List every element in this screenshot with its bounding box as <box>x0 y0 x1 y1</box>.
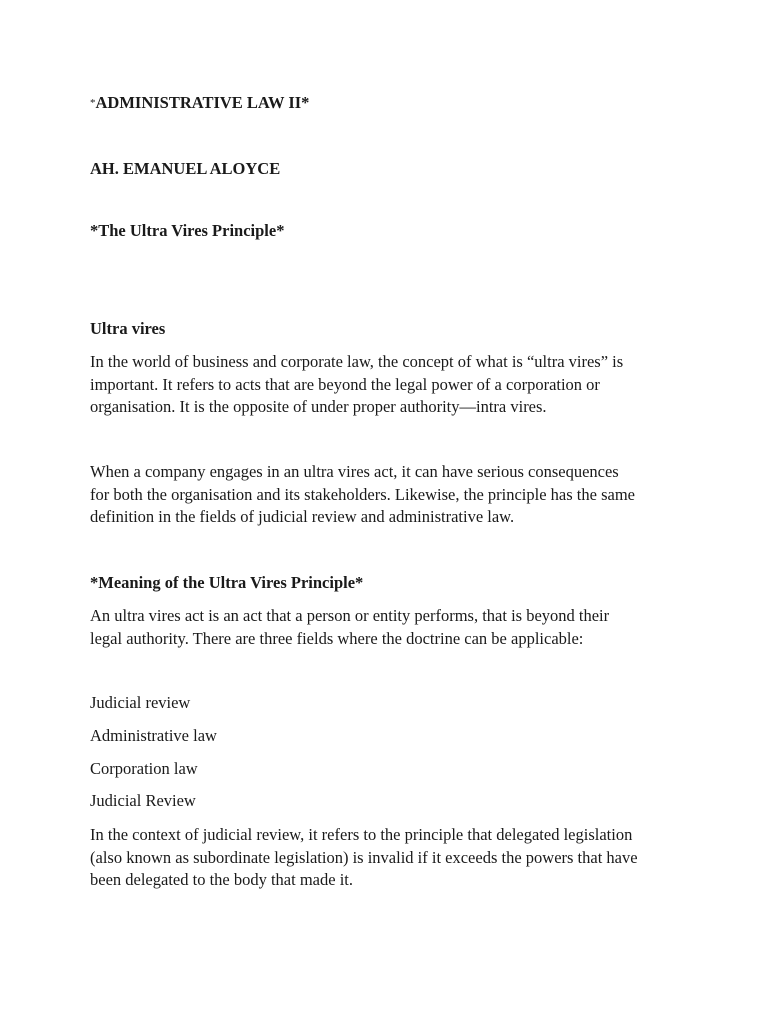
paragraph-line: (also known as subordinate legislation) is invalid if it exceeds the powers that have <box>90 847 638 867</box>
field-item: Judicial review <box>90 693 191 712</box>
field-item: Corporation law <box>90 759 198 778</box>
paragraph-line: definition in the fields of judicial review and administrative law. <box>90 507 515 526</box>
paragraph-line: In the context of judicial review, it refers to the principle that delegated legislation <box>90 825 633 844</box>
title-star: * <box>90 97 96 109</box>
paragraph-meaning <box>90 605 690 650</box>
paragraph-line: When a company engages in an ultra vires act, it can have serious consequences <box>90 462 619 481</box>
heading-judicial-review: Judicial Review <box>90 791 196 810</box>
paragraph-intro <box>90 351 690 419</box>
document-title: *ADMINISTRATIVE LAW II* <box>90 93 310 112</box>
paragraph-line: In the world of business and corporate law, the concept of what is “ultra vires” is <box>90 352 624 371</box>
heading-ultra-vires: Ultra vires <box>90 319 166 338</box>
paragraph-line: An ultra vires act is an act that a person or entity performs, that is beyond their <box>90 606 610 625</box>
paragraph-line: for both the organisation and its stakeholders. Likewise, the principle has the same <box>90 484 635 504</box>
heading-ultra-vires-principle: *The Ultra Vires Principle* <box>90 221 285 240</box>
paragraph-line: been delegated to the body that made it. <box>90 870 353 889</box>
author-name: AH. EMANUEL ALOYCE <box>90 159 281 178</box>
paragraph-consequences <box>90 461 690 529</box>
paragraph-line: legal authority. There are three fields where the doctrine can be applicable: <box>90 628 584 648</box>
field-item: Administrative law <box>90 726 217 745</box>
paragraph-line: important. It refers to acts that are beyond the legal power of a corporation or <box>90 374 600 394</box>
paragraph-line: organisation. It is the opposite of under proper authority—intra vires. <box>90 397 547 416</box>
heading-meaning: *Meaning of the Ultra Vires Principle* <box>90 573 364 592</box>
paragraph-judicial-review <box>90 824 690 892</box>
